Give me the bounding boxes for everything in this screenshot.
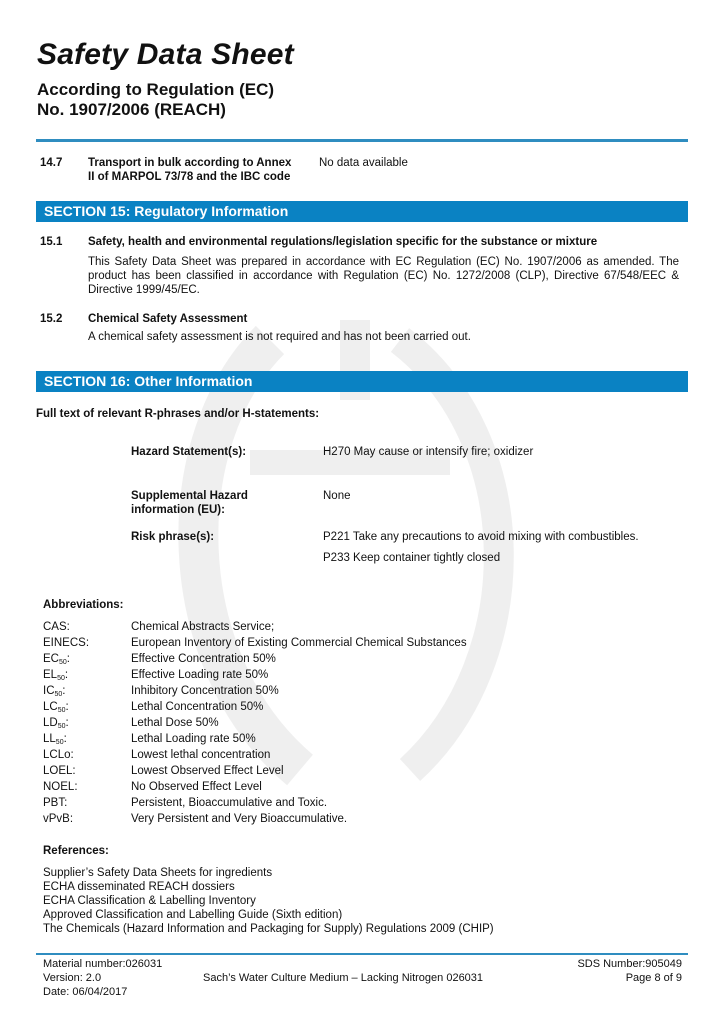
full-text-heading: Full text of relevant R-phrases and/or H-statements: [36, 408, 320, 420]
section-number: 15.2 [40, 313, 63, 325]
section-value: No data available [319, 157, 408, 169]
section-16-header: SECTION 16: Other Information [36, 371, 688, 392]
abbreviation-value: European Inventory of Existing Commercial Chemical Substances [131, 637, 467, 649]
abbreviation-value: Lethal Dose 50% [131, 717, 219, 729]
sds-number: SDS Number:905049 [577, 958, 682, 970]
footer-right [577, 957, 682, 985]
version: Version: 2.0 [43, 972, 102, 984]
hazard-statements-label: Hazard Statement(s): [131, 446, 247, 458]
abbreviation-value: Chemical Abstracts Service; [131, 621, 275, 633]
abbreviation-key: $LC_{50}$: [43, 701, 69, 714]
date: Date: 06/04/2017 [43, 986, 128, 998]
supplemental-hazard-label [131, 489, 301, 517]
section-label [88, 156, 318, 184]
abbreviation-row [43, 811, 467, 827]
reference-item: Supplier’s Safety Data Sheets for ingredients [43, 867, 273, 879]
abbreviation-row [43, 747, 467, 763]
abbreviation-row [43, 779, 467, 795]
document-title: Safety Data Sheet [37, 38, 294, 71]
abbreviation-key: EINECS: [43, 637, 90, 649]
header-divider [36, 139, 688, 142]
abbreviation-value: No Observed Effect Level [131, 781, 262, 793]
abbreviation-key: LOEL: [43, 765, 76, 777]
section-heading: Chemical Safety Assessment [88, 313, 248, 325]
section-number: 14.7 [40, 157, 63, 169]
abbreviations-heading: Abbreviations: [43, 599, 124, 611]
section-15-1-text: This Safety Data Sheet was prepared in accordance with EC Regulation (EC) No. 1907/2006 as amended. The product has been classified in accordance with Regulation (EC) No. 1272/2008 (CLP), Directive 67/548/EEC & Directive 1999/45/EC. [88, 256, 679, 296]
section-heading: Safety, health and environmental regulations/legislation specific for the substance or mixture [88, 236, 598, 248]
abbreviation-value: Inhibitory Concentration 50% [131, 685, 279, 697]
section-15-header: SECTION 15: Regulatory Information [36, 201, 688, 222]
abbreviation-row [43, 699, 467, 715]
abbreviation-value: Effective Loading rate 50% [131, 669, 269, 681]
label-line-1: Supplemental Hazard [131, 490, 248, 502]
abbreviation-key: $LL_{50}$: [43, 733, 67, 746]
hazard-statements-value: H270 May cause or intensify fire; oxidizer [323, 446, 534, 458]
abbreviation-value: Very Persistent and Very Bioaccumulative. [131, 813, 348, 825]
abbreviation-key: LCLo: [43, 749, 74, 761]
abbreviation-key: vPvB: [43, 813, 74, 825]
reference-item: ECHA disseminated REACH dossiers [43, 881, 235, 893]
abbreviation-key: PBT: [43, 797, 68, 809]
abbreviation-row [43, 683, 467, 699]
abbreviation-value: Lowest Observed Effect Level [131, 765, 284, 777]
reference-item: ECHA Classification & Labelling Inventory [43, 895, 256, 907]
supplemental-hazard-value: None [323, 490, 351, 502]
risk-phrases-label: Risk phrase(s): [131, 531, 215, 543]
abbreviation-value: Lethal Concentration 50% [131, 701, 264, 713]
footer-divider [36, 953, 688, 955]
reference-item: The Chemicals (Hazard Information and Packaging for Supply) Regulations 2009 (CHIP) [43, 923, 494, 935]
abbreviation-row [43, 715, 467, 731]
section-15-2-text: A chemical safety assessment is not required and has not been carried out. [88, 331, 471, 343]
abbreviation-value: Lethal Loading rate 50% [131, 733, 256, 745]
reference-item: Approved Classification and Labelling Guide (Sixth edition) [43, 909, 343, 921]
subtitle-line-1: According to Regulation (EC) [37, 80, 275, 99]
risk-phrase-1: P221 Take any precautions to avoid mixing with combustibles. [323, 531, 639, 543]
references-heading: References: [43, 845, 109, 857]
label-line-1: Transport in bulk according to Annex [88, 157, 292, 169]
footer-product-name: Sach’s Water Culture Medium – Lacking Nitrogen 026031 [203, 972, 484, 984]
abbreviation-value: Persistent, Bioaccumulative and Toxic. [131, 797, 328, 809]
subtitle-line-2: No. 1907/2006 (REACH) [37, 100, 226, 119]
abbreviations-list [43, 619, 467, 827]
abbreviation-value: Lowest lethal concentration [131, 749, 271, 761]
abbreviation-row [43, 731, 467, 747]
abbreviation-row [43, 795, 467, 811]
footer-left [43, 957, 162, 999]
abbreviation-key: $EL_{50}$: [43, 669, 69, 682]
abbreviation-value: Effective Concentration 50% [131, 653, 276, 665]
material-number: Material number:026031 [43, 958, 163, 970]
abbreviation-row [43, 619, 467, 635]
abbreviation-row [43, 651, 467, 667]
label-line-2: information (EU): [131, 504, 225, 516]
abbreviation-key: $IC_{50}$: [43, 685, 66, 698]
page-number: Page 8 of 9 [625, 972, 682, 984]
label-line-2: II of MARPOL 73/78 and the IBC code [88, 171, 291, 183]
risk-phrase-2: P233 Keep container tightly closed [323, 552, 501, 564]
abbreviation-key: $EC_{50}$: [43, 653, 70, 666]
abbreviation-row [43, 763, 467, 779]
abbreviation-key: CAS: [43, 621, 70, 633]
abbreviation-key: NOEL: [43, 781, 78, 793]
references-list [43, 866, 494, 936]
abbreviation-row [43, 667, 467, 683]
abbreviation-key: $LD_{50}$: [43, 717, 69, 730]
abbreviation-row [43, 635, 467, 651]
document-subtitle [37, 80, 274, 120]
section-number: 15.1 [40, 236, 63, 248]
